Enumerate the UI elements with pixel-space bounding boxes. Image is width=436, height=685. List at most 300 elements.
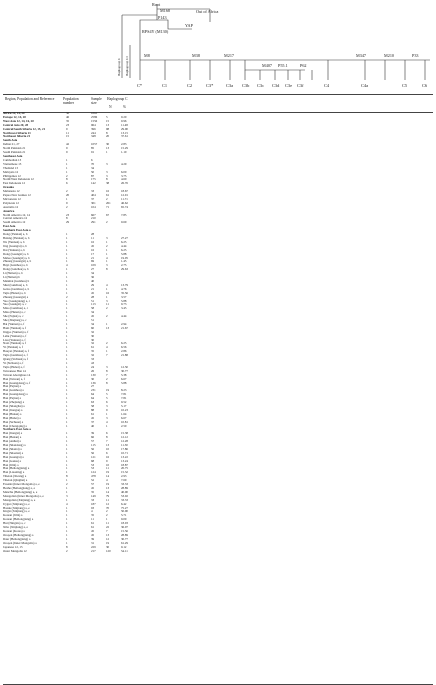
hg-pct-cell: 9.52	[121, 400, 127, 405]
marker-m38: M38	[192, 53, 200, 58]
pop-number-cell: 1	[66, 361, 68, 365]
hg-pct-cell: 6.25	[121, 239, 127, 244]
hg-pct-cell: 3.57	[121, 294, 127, 299]
population-cell: Oroqen (Inner Mongolia) a	[3, 540, 37, 545]
hg-pct-cell: 35.56	[121, 290, 128, 295]
pop-number-cell: 1	[66, 290, 68, 295]
hg-n-cell: 12	[106, 501, 110, 506]
hg-pct-cell: 7.81	[121, 392, 127, 397]
marker-p33: P33	[412, 53, 419, 58]
pop-number-cell: 1	[66, 321, 68, 326]
sample-size-cell: 40	[91, 278, 95, 283]
population-cell: Bai (Yunnan) a, f	[3, 321, 25, 326]
pop-number-cell: 1	[66, 478, 68, 483]
sample-size-cell: 66	[91, 435, 95, 440]
hg-n-cell: 4	[106, 478, 108, 483]
pop-number-cell: 1	[66, 528, 68, 533]
sample-size-cell: 85	[91, 146, 95, 151]
pop-number-cell: 20	[66, 193, 70, 198]
pop-number-cell: 1	[66, 380, 68, 385]
hg-n-cell: 8	[106, 435, 108, 440]
sample-size-cell: 27	[91, 267, 95, 272]
population-cell: Zhuang (Guangxi) a, b	[3, 259, 32, 264]
population-cell: Yi (Yunnan) a, f	[3, 345, 23, 350]
hg-pct-cell: 11.30	[121, 443, 128, 448]
sample-size-cell: 11	[91, 236, 94, 240]
sample-size-cell: 45	[91, 528, 95, 533]
hg-n-cell: 13	[106, 443, 110, 448]
population-cell: Jingpo (Yunnan) a, f	[3, 329, 29, 334]
hg-n-cell: 13	[106, 486, 110, 490]
hg-pct-cell: 33.33	[121, 497, 128, 502]
sample-size-cell: 113	[91, 302, 96, 307]
population-cell: Han (Shaanxi) a	[3, 450, 24, 455]
pop-number-cell: 8	[66, 216, 68, 221]
marker-out-of-africa: Out of Africa	[196, 9, 219, 14]
hg-n-cell: 1	[106, 517, 108, 522]
pop-number-cell: 1	[66, 255, 68, 260]
pop-number-cell: 1	[66, 517, 68, 522]
pop-number-cell: 1	[66, 333, 68, 338]
sample-size-cell: 39	[91, 431, 95, 436]
hg-pct-cell: 21.88	[121, 353, 128, 358]
pop-number-cell: 3	[66, 493, 68, 498]
population-cell: North Pakistan 21	[3, 146, 26, 151]
population-cell: Han (Chongqing) a	[3, 423, 27, 428]
pop-number-cell: 1	[66, 364, 68, 369]
population-cell: Central America 12	[3, 216, 28, 221]
population-cell: Han (Fujian) a	[3, 396, 22, 401]
hg-pct-cell: 37.61	[121, 134, 128, 139]
hg-pct-cell: 4.76	[121, 286, 127, 291]
sample-size-cell: 121	[91, 454, 96, 459]
hg-n-cell: 261	[106, 200, 111, 205]
sample-size-cell: 32	[91, 353, 95, 358]
sample-size-cell: 45	[91, 314, 95, 319]
hg-pct-cell: 10.81	[121, 419, 128, 424]
population-cell: Tibetan (Qinghai) a	[3, 478, 28, 483]
pop-number-cell: 1	[66, 536, 68, 541]
pop-number-cell: 1	[66, 236, 68, 240]
hg-pct-cell: 10.23	[121, 407, 128, 412]
hg-pct-cell: 7.85	[121, 212, 127, 217]
sample-size-cell: 57	[91, 482, 95, 487]
hg-pct-cell: 4.44	[121, 314, 127, 319]
hg-pct-cell: 13.15	[121, 130, 128, 135]
population-cell: Tujia (Hunan) a, b	[3, 290, 26, 295]
sample-size-cell: 34	[91, 165, 95, 170]
population-cell: Han (Hunan) a	[3, 411, 22, 416]
pop-number-cell: 1	[66, 271, 68, 276]
sample-size-cell: 142	[91, 181, 96, 186]
hg-n-cell: 3	[106, 364, 108, 369]
hg-n-cell: 3	[106, 403, 108, 408]
population-cell: South Asia	[3, 138, 18, 143]
sample-size-cell: 51	[91, 298, 95, 303]
hg-label: C3b	[242, 83, 250, 88]
hg-n-cell: 8	[106, 267, 108, 272]
hg-pct-cell: 27.27	[121, 236, 128, 240]
hg-n-cell: 2	[106, 341, 108, 346]
hg-pct-cell: 9.12	[121, 544, 127, 549]
pop-number-cell: 1	[66, 169, 68, 174]
marker-yap: YAP	[185, 23, 193, 28]
pop-number-cell: 8	[66, 474, 68, 479]
sample-size-cell: 104	[91, 204, 96, 209]
side-label: Haplogroup C	[117, 57, 121, 76]
population-cell: West Asia 12, 14, 16, 20	[3, 118, 34, 123]
population-cell: Wa (Yunnan) a, b	[3, 239, 25, 244]
pop-number-cell: 2	[66, 189, 68, 194]
hg-n-cell: 3	[106, 169, 108, 174]
sample-size-cell: 21	[91, 286, 95, 291]
sample-size-cell: 2586	[91, 114, 98, 119]
sample-size-cell: 53	[91, 462, 95, 467]
hg-label: C3c	[257, 83, 265, 88]
hg-n-cell: 11	[106, 302, 109, 307]
hg-n-cell: 8	[106, 368, 108, 373]
hg-label: C3e	[285, 83, 293, 88]
sample-size-cell: 45	[91, 415, 95, 420]
sample-size-cell: 35	[91, 349, 95, 354]
hg-n-cell: 16	[106, 454, 110, 459]
hg-n-cell: 2	[106, 196, 108, 201]
population-cell: Uygur (Xinjiang) a, e	[3, 501, 30, 506]
pop-number-cell: 1	[66, 349, 68, 354]
hg-n-cell: 13	[106, 122, 110, 127]
marker-p62: P62	[300, 63, 307, 68]
pop-number-cell: 9	[66, 126, 68, 131]
population-cell: Northern East Asia a	[3, 427, 31, 432]
sample-size-cell: 30	[91, 376, 95, 381]
pop-number-cell: 1	[66, 243, 68, 248]
sample-size-cell: 45	[91, 290, 95, 295]
marker-m8: M8	[144, 53, 150, 58]
hg-pct-cell: 12.28	[121, 439, 128, 444]
hg-pct-cell: 2.83	[121, 142, 127, 147]
hg-n-cell: 13	[106, 146, 110, 151]
sample-size-cell: 24	[91, 364, 95, 369]
hg-pct-cell: 0.20	[121, 114, 127, 119]
hg-pct-cell: 75.27	[121, 505, 128, 510]
pop-number-cell: 1	[66, 259, 68, 264]
pop-number-cell: 4	[66, 263, 68, 268]
pop-number-cell: 1	[66, 239, 68, 244]
population-cell: Southern East Asia a	[3, 228, 31, 233]
hg-n-cell: 3	[106, 173, 108, 178]
hg-n-cell: 5	[106, 392, 108, 397]
header-sample-size: Sample size	[91, 97, 102, 105]
hg-n-cell: 1	[106, 150, 108, 155]
pop-number-cell: 1	[66, 435, 68, 440]
population-cell: Han (Heilongjiang) a	[3, 466, 30, 471]
hg-pct-cell: 6.00	[121, 169, 127, 174]
sample-size-cell: 187	[91, 501, 96, 506]
pop-number-cell: 1	[66, 458, 68, 463]
hg-pct-cell: 30.77	[121, 368, 128, 373]
population-cell: Yao (Guangxi) a, c	[3, 302, 27, 307]
hg-n-cell: 1	[106, 321, 108, 326]
hg-pct-cell: 6.42	[121, 501, 127, 506]
hg-pct-cell: 54.11	[121, 548, 128, 553]
population-cell: Mongolian (Xinjiang) a, e	[3, 497, 36, 502]
hg-pct-cell: 5.88	[121, 380, 127, 385]
hg-pct-cell: 29.00	[121, 126, 128, 131]
hg-pct-cell: 15.56	[121, 528, 128, 533]
side-label: Haplogroup C3	[125, 56, 129, 76]
pop-number-cell: 9	[66, 146, 68, 151]
hg-n-cell: 8	[106, 177, 108, 182]
hg-n-cell: 19	[106, 540, 110, 545]
population-cell: Han (Jilin) a	[3, 462, 19, 467]
population-cell: Outer Mongolia 12	[3, 548, 27, 553]
population-cell: Hezhe (Heilongjiang) a, e	[3, 486, 35, 490]
population-cell: Polynesia 12	[3, 200, 19, 205]
pop-number-cell: 1	[66, 439, 68, 444]
population-cell: Southeast Asia	[3, 153, 23, 158]
hg-pct-cell: 2.50	[121, 423, 127, 428]
sample-size-cell: 88	[91, 407, 95, 412]
pop-number-cell: 1	[66, 407, 68, 412]
population-cell: Hazak (Xinjiang) a, e	[3, 505, 30, 510]
hg-n-cell: 38	[106, 181, 110, 186]
hg-n-cell: 11	[106, 521, 109, 526]
population-cell: Dong (Guizhou) a, b	[3, 267, 29, 272]
sample-size-cell: 1057	[91, 142, 98, 147]
sample-size-cell: 51	[91, 318, 95, 323]
hg-n-cell: 9	[106, 458, 108, 463]
population-cell: Tujia (Hubei) a, f	[3, 364, 25, 369]
pop-number-cell: 9	[66, 200, 68, 205]
hg-n-cell: 16	[106, 189, 110, 194]
hg-pct-cell: 12.50	[121, 364, 128, 369]
hg-pct-cell: 11.71	[121, 196, 128, 201]
hg-label: C*	[137, 83, 143, 88]
sample-size-cell: 58	[91, 306, 95, 311]
sample-size-cell: 136	[91, 380, 96, 385]
population-cell: South America 12	[3, 220, 26, 225]
pop-number-cell: 1	[66, 286, 68, 291]
hg-pct-cell: 53.02	[121, 493, 128, 498]
pop-number-cell: 2	[66, 548, 68, 553]
sample-size-cell: 45	[91, 486, 95, 490]
hg-pct-cell: 26.76	[121, 181, 128, 186]
hg-pct-cell: 4.60	[121, 177, 127, 182]
population-cell: Malaysia 12	[3, 169, 19, 174]
pop-number-cell: 1	[66, 196, 68, 201]
population-cell: Yao (Guangdong) a, c	[3, 298, 31, 303]
sample-size-cell: 93	[91, 505, 95, 510]
hg-label: C1	[162, 83, 168, 88]
hg-pct-cell: 2.75	[121, 263, 127, 268]
population-cell: Oroqen (Heilongjiang) a	[3, 532, 34, 537]
sample-size-cell: 30	[91, 333, 95, 338]
population-cell: Korean (Korea) a	[3, 528, 25, 533]
sample-size-cell: 29	[91, 282, 95, 287]
marker-p55: P55.1	[278, 63, 288, 68]
hg-n-cell: 20	[106, 134, 110, 139]
population-cell: Dai (Yunnan) a, b	[3, 247, 25, 252]
sample-size-cell: 231	[91, 388, 96, 393]
pop-number-cell: 9	[66, 150, 68, 155]
pop-number-cell: 1	[66, 267, 68, 272]
population-cell: Zhuang (Guangxi) a	[3, 294, 29, 299]
pop-number-cell: 1	[66, 446, 68, 451]
sample-size-cell: 40	[91, 423, 95, 428]
population-cell: Bulang (Yunnan) a, b	[3, 236, 30, 240]
population-cell: Han (Taiwan) a, f	[3, 376, 25, 381]
hg-pct-cell: 4.29	[121, 161, 127, 166]
pop-number-cell: 29	[66, 220, 70, 225]
pop-number-cell: 1	[66, 247, 68, 252]
sample-size-cell: 37	[91, 419, 95, 424]
pop-number-cell: 1	[66, 403, 68, 408]
pop-number-cell: 15	[66, 134, 70, 139]
hg-pct-cell: 1.45	[121, 259, 127, 264]
hg-pct-cell: 28.89	[121, 532, 128, 537]
population-cell: Gelao (Guizhou) a, b	[3, 286, 30, 291]
hg-pct-cell: 9.09	[121, 517, 127, 522]
hg-n-cell: 15	[106, 118, 110, 123]
hg-label: C5	[402, 83, 408, 88]
sample-size-cell: 33	[91, 357, 95, 362]
hg-label: C6	[422, 83, 428, 88]
sample-size-cell: 17	[91, 251, 95, 256]
sample-size-cell: 217	[91, 548, 96, 553]
hg-n-cell: 3	[106, 298, 108, 303]
pop-number-cell: 2	[66, 173, 68, 178]
pop-number-cell: 1	[66, 489, 68, 494]
pop-number-cell: 1	[66, 388, 68, 393]
hg-pct-cell: 17.86	[121, 446, 128, 451]
hg-n-cell: 4	[106, 345, 108, 350]
pop-number-cell: 1	[66, 251, 68, 256]
sample-size-cell: 58	[91, 403, 95, 408]
hg-n-cell: 2	[106, 376, 108, 381]
pop-number-cell: 1	[66, 372, 68, 377]
header-hg-c: Haplogroup C	[107, 97, 128, 101]
sample-size-cell: 69	[91, 259, 95, 264]
population-cell: Miao (Hunan) a, c	[3, 310, 26, 315]
hg-pct-cell: 18.03	[121, 521, 128, 526]
pop-number-cell: 8	[66, 177, 68, 182]
hg-pct-cell: 13.24	[121, 458, 128, 463]
population-cell: She (Fujian) a, c	[3, 314, 24, 319]
hg-n-cell: 61	[106, 193, 110, 198]
sample-size-cell: 63	[91, 400, 95, 405]
population-cell: Korean (Jilin) a	[3, 513, 23, 518]
pop-number-cell: 23	[66, 212, 70, 217]
hg-pct-cell: 11.48	[121, 122, 128, 127]
table-body	[3, 112, 433, 553]
sample-size-cell: 229	[91, 544, 96, 549]
sample-size-cell: 175	[91, 177, 96, 182]
hg-pct-cell: 6.67	[121, 415, 127, 420]
population-cell: Dong (Guangxi) a, b	[3, 251, 29, 256]
population-cell: Africa 12, 14, 20	[3, 111, 25, 115]
population-cell: Han (Zhejiang) a	[3, 400, 25, 405]
pop-number-cell: 1	[66, 157, 68, 162]
population-cell: Oceania	[3, 185, 14, 190]
sample-size-cell: 149	[91, 493, 96, 498]
hg-pct-cell: 18.87	[121, 462, 128, 467]
hg-n-cell: 19	[106, 388, 110, 393]
sample-size-cell: 61	[91, 525, 95, 530]
hg-n-cell: 3	[106, 236, 108, 240]
pop-number-cell: 1	[66, 329, 68, 334]
hg-pct-cell: 0.96	[121, 118, 127, 123]
hg-n-cell: 30	[106, 142, 110, 147]
population-cell: Han (Jiangsu) a	[3, 407, 23, 412]
hg-n-cell: 4	[106, 282, 108, 287]
hg-pct-cell: 6.56	[121, 345, 127, 350]
sample-size-cell: 124	[91, 470, 96, 475]
sample-size-cell: 667	[91, 212, 96, 217]
population-cell: America	[3, 208, 15, 213]
hg-pct-cell: 1.10	[121, 150, 127, 155]
population-cell: Han (Jiangxi) a	[3, 431, 23, 436]
sample-size-cell: 244	[91, 130, 96, 135]
population-cell: Shui (Guizhou) a, b	[3, 282, 28, 287]
hg-pct-cell: 46.62	[121, 200, 128, 205]
hg-pct-cell: 15.38	[121, 431, 128, 436]
population-cell: Northwest Siberia 21	[3, 130, 31, 135]
pop-number-cell: 1	[66, 232, 68, 237]
population-cell: Miao (Guizhou) a, c	[3, 306, 29, 311]
population-cell: Buyi (Guizhou) a, b	[3, 263, 28, 268]
population-cell: Papua New Guinea 12	[3, 193, 31, 198]
population-cell: Han (Guangdong) a, f	[3, 380, 31, 385]
hg-pct-cell: 20.75	[121, 466, 128, 471]
marker-m168: M168	[160, 8, 171, 13]
population-cell: Han (Guizhou) a	[3, 388, 24, 393]
hg-pct-cell: 50.00	[121, 509, 128, 514]
sample-size-cell: 348	[91, 134, 96, 139]
hg-pct-cell: 5.71	[121, 513, 127, 518]
pop-number-cell: 1	[66, 318, 68, 323]
population-cell: Manmai (Guizhou) b	[3, 278, 30, 283]
pop-number-cell: 1	[66, 368, 68, 373]
hg-pct-cell: 40.00	[121, 489, 128, 494]
hg-n-cell: 2	[106, 220, 108, 225]
pop-number-cell: 1	[66, 392, 68, 397]
hg-n-cell: 12	[106, 536, 110, 541]
hg-n-cell: 1	[106, 247, 108, 252]
hg-pct-cell: 6.25	[121, 247, 127, 252]
population-cell: Han (Hubei) a	[3, 415, 21, 420]
sample-size-cell: 53	[91, 466, 95, 471]
hg-n-cell: 9	[106, 407, 108, 412]
population-cell: Han (Henan) a	[3, 435, 22, 440]
pop-number-cell: 1	[66, 411, 68, 416]
pop-number-cell: 1	[66, 450, 68, 455]
sample-size-cell: 1556	[91, 118, 98, 123]
population-cell: Melanesia 12	[3, 189, 20, 194]
table-row	[3, 550, 433, 554]
sample-size-cell: 61	[91, 345, 95, 350]
pop-number-cell: 1	[66, 306, 68, 311]
population-cell: Indian 21, 27	[3, 142, 20, 147]
pop-number-cell: 36	[66, 111, 70, 115]
hg-n-cell: 2	[106, 243, 108, 248]
sample-size-cell: 61	[91, 411, 95, 416]
hg-pct-cell: 8.23	[121, 388, 127, 393]
pop-number-cell: 1	[66, 298, 68, 303]
pop-number-cell: 1	[66, 466, 68, 471]
pop-number-cell: 1	[66, 431, 68, 436]
hg-n-cell: 1	[106, 239, 108, 244]
population-cell: Lahu (Yunnan) a, f	[3, 333, 27, 338]
